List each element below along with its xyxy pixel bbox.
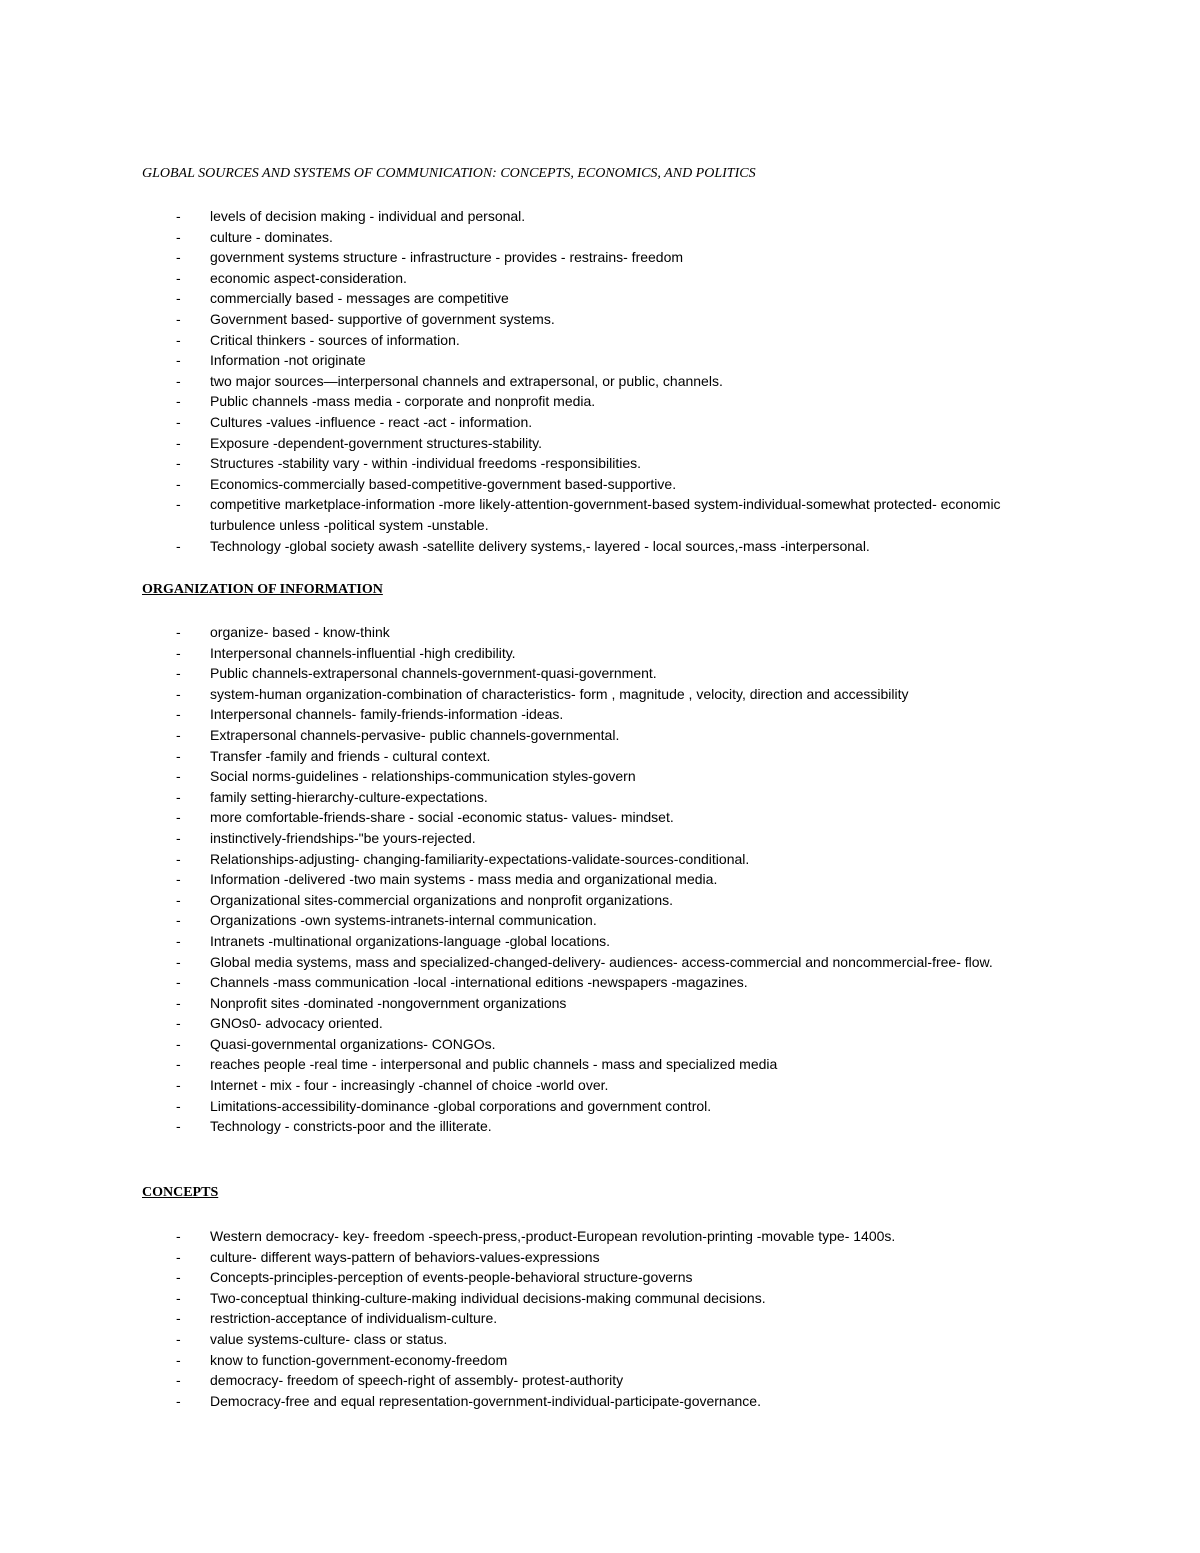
list-item <box>0 828 1200 849</box>
list-item <box>0 433 1200 454</box>
list-item-text: economic aspect-consideration. <box>210 269 407 286</box>
list-item <box>0 1226 1200 1247</box>
bullet-dash: - <box>176 1269 181 1286</box>
bullet-dash: - <box>176 393 181 410</box>
list-item <box>0 910 1200 931</box>
list-item-text: Exposure -dependent-government structures-stability. <box>210 434 543 451</box>
bullet-dash: - <box>176 850 181 867</box>
list-item-text: Structures -stability vary - within -individual freedoms -responsibilities. <box>210 455 642 472</box>
list-item-text: culture- different ways-pattern of behaviors-values-expressions <box>210 1248 600 1265</box>
bullet-dash: - <box>176 537 181 554</box>
list-item-text: commercially based - messages are competitive <box>210 290 509 307</box>
bullet-dash: - <box>176 1289 181 1306</box>
bullet-dash: - <box>176 624 181 640</box>
bullet-dash: - <box>176 706 181 723</box>
list-item-text: Channels -mass communication -local -international editions -newspapers -magazines. <box>210 974 748 991</box>
list-item-text: Cultures -values -influence - react -act - information. <box>210 413 533 430</box>
list-item <box>0 1391 1200 1412</box>
bullet-dash: - <box>176 953 181 970</box>
list-item <box>0 1247 1200 1268</box>
list-item <box>0 309 1200 330</box>
bullet-dash: - <box>176 208 181 224</box>
section3-list <box>0 1226 1200 1411</box>
list-item-text: family setting-hierarchy-culture-expectations. <box>210 788 488 805</box>
bullet-dash: - <box>176 974 181 991</box>
list-item-text: Organizational sites-commercial organizations and nonprofit organizations. <box>210 891 674 908</box>
list-item <box>0 1054 1200 1075</box>
list-item <box>0 993 1200 1014</box>
list-item-text: Concepts-principles-perception of events-people-behavioral structure-governs <box>210 1269 693 1286</box>
list-item-text: democracy- freedom of speech-right of assembly- protest-authority <box>210 1372 624 1389</box>
list-item <box>0 227 1200 248</box>
bullet-dash: - <box>176 1330 181 1347</box>
list-item-text: Critical thinkers - sources of information. <box>210 331 460 348</box>
list-item <box>0 474 1200 495</box>
list-item-text: Public channels-extrapersonal channels-government-quasi-government. <box>210 665 657 682</box>
bullet-dash: - <box>176 932 181 949</box>
list-item <box>0 1096 1200 1117</box>
list-item <box>0 849 1200 870</box>
bullet-dash: - <box>176 912 181 929</box>
bullet-dash: - <box>176 413 181 430</box>
bullet-dash: - <box>176 871 181 888</box>
list-item <box>0 288 1200 309</box>
document-title: GLOBAL SOURCES AND SYSTEMS OF COMMUNICATION: CONCEPTS, ECONOMICS, AND POLITICS <box>142 166 756 181</box>
list-item <box>0 972 1200 993</box>
list-item-text: Relationships-adjusting- changing-familiarity-expectations-validate-sources-conditional. <box>210 850 750 867</box>
list-item <box>0 268 1200 289</box>
list-item-text: Government based- supportive of government systems. <box>210 310 555 327</box>
list-item <box>0 1370 1200 1391</box>
bullet-dash: - <box>176 1392 181 1409</box>
bullet-dash: - <box>176 829 181 846</box>
bullet-dash: - <box>176 665 181 682</box>
list-item <box>0 1116 1200 1137</box>
list-item-text: Interpersonal channels- family-friends-information -ideas. <box>210 706 564 723</box>
list-item <box>0 1013 1200 1034</box>
list-item <box>0 622 1200 643</box>
list-item-text: Information -not originate <box>210 352 366 369</box>
list-item-text: government systems structure - infrastructure - provides - restrains- freedom <box>210 249 684 266</box>
bullet-dash: - <box>176 726 181 743</box>
bullet-dash: - <box>176 249 181 266</box>
list-item-text: Intranets -multinational organizations-language -global locations. <box>210 932 611 949</box>
list-item <box>0 931 1200 952</box>
list-item-text: Limitations-accessibility-dominance -global corporations and government control. <box>210 1097 712 1114</box>
list-item-text: Interpersonal channels-influential -high credibility. <box>210 644 516 661</box>
list-item <box>0 206 1200 227</box>
bullet-dash: - <box>176 310 181 327</box>
bullet-dash: - <box>176 1372 181 1389</box>
bullet-dash: - <box>176 1035 181 1052</box>
list-item-text: know to function-government-economy-freedom <box>210 1351 508 1368</box>
list-item <box>0 807 1200 828</box>
list-item <box>0 391 1200 412</box>
list-item-text: two major sources—interpersonal channels and extrapersonal, or public, channels. <box>210 372 723 389</box>
list-item <box>0 1288 1200 1309</box>
list-item <box>0 350 1200 371</box>
list-item <box>0 247 1200 268</box>
section1-list <box>0 206 1200 556</box>
list-item-text: Quasi-governmental organizations- CONGOs. <box>210 1035 496 1052</box>
bullet-dash: - <box>176 1228 181 1244</box>
list-item-text: Social norms-guidelines - relationships-communication styles-govern <box>210 768 636 785</box>
list-item <box>0 1075 1200 1096</box>
list-item <box>0 684 1200 705</box>
bullet-dash: - <box>176 685 181 702</box>
list-item-text: Information -delivered -two main systems - mass media and organizational media. <box>210 871 718 888</box>
bullet-dash: - <box>176 1097 181 1114</box>
list-item-text: organize- based - know-think <box>210 624 390 640</box>
bullet-dash: - <box>176 352 181 369</box>
list-item-text: Organizations -own systems-intranets-internal communication. <box>210 912 597 929</box>
list-item-text: Extrapersonal channels-pervasive- public channels-governmental. <box>210 726 620 743</box>
list-item-text: Economics-commercially based-competitive-government based-supportive. <box>210 475 677 492</box>
bullet-dash: - <box>176 496 181 513</box>
list-item <box>0 1350 1200 1371</box>
bullet-dash: - <box>176 434 181 451</box>
list-item-text: culture - dominates. <box>210 228 333 245</box>
bullet-dash: - <box>176 768 181 785</box>
list-item-text: Global media systems, mass and specialized-changed-delivery- audiences- access-commercial and noncommercial-free- flow. <box>210 953 993 970</box>
list-item-text: value systems-culture- class or status. <box>210 1330 448 1347</box>
list-item-text: reaches people -real time - interpersonal and public channels - mass and specialized media <box>210 1056 778 1073</box>
list-item <box>0 952 1200 973</box>
list-item <box>0 787 1200 808</box>
list-item-text: Technology -global society awash -satellite delivery systems,- layered - local sources,-mass -interpersonal. <box>210 537 870 554</box>
organization-of-information-heading: ORGANIZATION OF INFORMATION <box>142 582 383 597</box>
list-item <box>0 330 1200 351</box>
bullet-dash: - <box>176 331 181 348</box>
bullet-dash: - <box>176 1351 181 1368</box>
list-item <box>0 890 1200 911</box>
list-item-text: levels of decision making - individual and personal. <box>210 208 526 224</box>
list-item <box>0 494 1200 535</box>
concepts-heading: CONCEPTS <box>142 1185 219 1200</box>
list-item <box>0 643 1200 664</box>
bullet-dash: - <box>176 788 181 805</box>
list-item-text: Public channels -mass media - corporate and nonprofit media. <box>210 393 596 410</box>
list-item <box>0 1308 1200 1329</box>
list-item <box>0 725 1200 746</box>
list-item <box>0 536 1200 557</box>
section2-list <box>0 622 1200 1137</box>
list-item <box>0 1267 1200 1288</box>
list-item <box>0 766 1200 787</box>
bullet-dash: - <box>176 1015 181 1032</box>
list-item <box>0 704 1200 725</box>
list-item-text: Democracy-free and equal representation-government-individual-participate-governance. <box>210 1392 761 1409</box>
bullet-dash: - <box>176 747 181 764</box>
bullet-dash: - <box>176 1248 181 1265</box>
bullet-dash: - <box>176 1310 181 1327</box>
list-item <box>0 1329 1200 1350</box>
bullet-dash: - <box>176 455 181 472</box>
list-item-text: Nonprofit sites -dominated -nongovernment organizations <box>210 994 567 1011</box>
list-item-text: GNOs0- advocacy oriented. <box>210 1015 383 1032</box>
list-item <box>0 1034 1200 1055</box>
list-item-text: competitive marketplace-information -more likely-attention-government-based system-individual-somewhat protected- economic turbulence unless -political system -unstable. <box>210 496 1001 533</box>
bullet-dash: - <box>176 1118 181 1135</box>
list-item <box>0 453 1200 474</box>
list-item <box>0 663 1200 684</box>
list-item-text: system-human organization-combination of characteristics- form , magnitude , velocity, direction and accessibility <box>210 685 909 702</box>
bullet-dash: - <box>176 475 181 492</box>
bullet-dash: - <box>176 290 181 307</box>
list-item-text: Internet - mix - four - increasingly -channel of choice -world over. <box>210 1077 609 1094</box>
list-item-text: Western democracy- key- freedom -speech-press,-product-European revolution-printing -movable type- 1400s. <box>210 1228 896 1244</box>
bullet-dash: - <box>176 809 181 826</box>
list-item-text: Technology - constricts-poor and the illiterate. <box>210 1118 492 1135</box>
list-item-text: restriction-acceptance of individualism-culture. <box>210 1310 498 1327</box>
bullet-dash: - <box>176 891 181 908</box>
list-item-text: more comfortable-friends-share - social -economic status- values- mindset. <box>210 809 674 826</box>
bullet-dash: - <box>176 269 181 286</box>
bullet-dash: - <box>176 644 181 661</box>
list-item <box>0 869 1200 890</box>
list-item <box>0 412 1200 433</box>
list-item-text: instinctively-friendships-"be yours-rejected. <box>210 829 476 846</box>
list-item <box>0 371 1200 392</box>
list-item <box>0 746 1200 767</box>
bullet-dash: - <box>176 1056 181 1073</box>
bullet-dash: - <box>176 994 181 1011</box>
bullet-dash: - <box>176 1077 181 1094</box>
list-item-text: Two-conceptual thinking-culture-making individual decisions-making communal decisions. <box>210 1289 766 1306</box>
list-item-text: Transfer -family and friends - cultural context. <box>210 747 491 764</box>
bullet-dash: - <box>176 372 181 389</box>
bullet-dash: - <box>176 228 181 245</box>
